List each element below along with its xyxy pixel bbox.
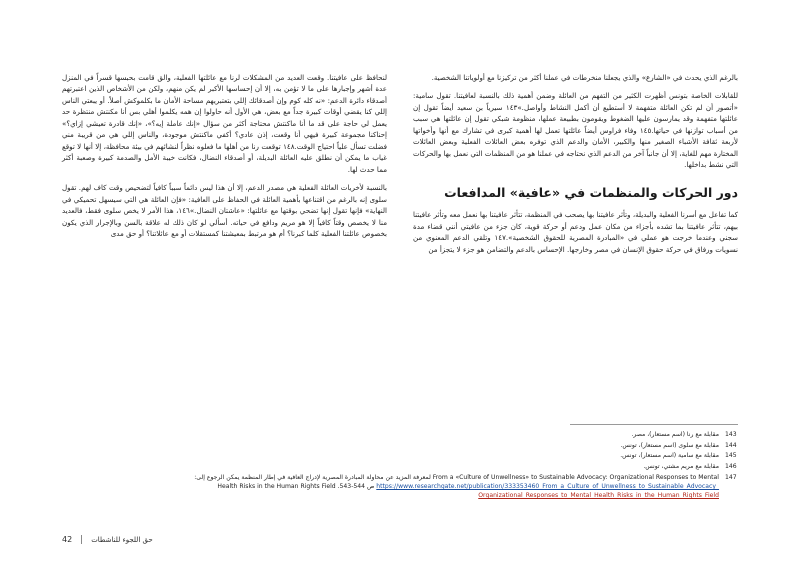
footnote-intro-text: لمعرفة المزيد عن محاولة المبادرة المصرية لإدراج العافية في إطار المنظمة يمكن الرجوع إلى:: [194, 474, 431, 482]
footnote-number: 144: [725, 441, 737, 449]
footnote-text: مقابلة مع سلوى (اسم مستعار)، تونس.: [620, 441, 719, 449]
paragraph: بالنسبة لأخريات العائلة الفعلية هي مصدر الدعم، إلا أن هذا ليس دائماً سبباً كافياً لتضحيص وقت كاف لهم. تقول سلوى إنه بالرغم من اقتناعها بأهمية العائلة في الحفاظ على العافية: «فإن العائلة هي التي سيسهل تحميكي في النهاية» فإنها تقول إنها تضحي بوقتها مع عائلتها: «عاشتان النضال.»١٤٦، هذا الأمر لا يخص سلوى فقط، فالعديد منا لا يخصص وقتاً كافياً إلا هو مريم ودافع في حياته. أسألي لو كان ذلك له علاقة بالسن وبالإجرار الذي يكون بخصوص عائلتنا الفعلية كلما كبرنا؟ أم هو مرتبط بمعيشتنا كمستقلات أو مع عائلاتنا؟ أو حق مدى: [62, 183, 387, 239]
footnote-link-continued[interactable]: Organizational_Responses_to_Mental_Health_Risks_in_the_Human_Rights_Field: [478, 492, 719, 500]
footnote-text: مقابلة مع سامية (اسم مستعار)، تونس.: [620, 452, 719, 460]
footer-document-title: حق اللجوء للناشطات: [91, 535, 153, 544]
footnote-number: 143: [725, 431, 737, 438]
page-footer: [62, 535, 738, 544]
footnote-text: مقابلة مع مريم مشتي، تونس.: [643, 462, 719, 470]
column-left: [62, 72, 387, 247]
page-number: 42: [62, 535, 73, 544]
footnote-item-reference: [62, 473, 738, 500]
footnote-number: 147: [725, 474, 737, 482]
paragraph: بالرغم الذي يحدث في «الشارع» والذي يجعلنا منخرطات في عملنا أكثر من تركيزنا مع أولوياتنا الشخصية.: [431, 73, 738, 82]
footnote-text: مقابلة مع رنا (اسم مستعار)، مصر.: [631, 431, 719, 438]
footnote-citation-title-2: Health Risks in the Human Rights Field: [217, 483, 336, 491]
footnote-separator: [570, 424, 738, 425]
footnote-item: [62, 462, 738, 471]
paragraph: لنحافظ على عافيتنا. وقعت العديد من المشكلات لرنا مع عائلتها الفعلية، والق قامت بحبسها قسراً في المنزل عدة أشهر وإجبارها على ما لا تؤمن به، إلا أن إحساسها الأكبر لم يكن منهم، ولكن من الأشخاص الذين اعتبرتهم أصدقاء دائرة الدعم: «نه كله كوم وإن أصدقائك إللي بتعتبريهم مساحة الأمان ما بكلموكش أصلاً. أو يبعتي الناس إللي كنا يقضي أوقات كبيرة جداً مع بعض، هي الأول أنه حاولوا إن همه يكلموا أهلي بس أنا مكنتش منتظرة حد يعمل لي حاجة على قد ما أنا ماكنتش محتاجة أكثر من سؤال «إنك عاملة إيه؟»، «إنك قادرة تعيشي إزاي؟» إحناكنا مجموعة كبيرة فيهي أنا وقعت، إذن عادي؟ أكفي ماكنتش موجودة، والناس إللي هي من قريبة مني فضلت تسأل علياً احتياج الوقت.١٤٨ توقعت رنا من أهلها ما فعلوه نظراً لنشائهم في بيئة محافظة، إلا أنها لا توقع غياب ما يمكن أن نطلق عليه العائلة البديلة، أو أصدقاء النضال، فكانت خيبة الأمل والصدمة كبيرة وصعبة أكثر مما حدث لها.: [62, 73, 387, 174]
footnote-number: 146: [725, 462, 737, 470]
footnote-citation-title: From a «Culture of Unwellness» to Sustainable Advocacy: Organizational Responses to Mental: [432, 474, 719, 482]
footnote-page-range: ص 544-543.: [337, 483, 375, 491]
paragraph: للقابلات الخاصة بتونس أظهرت الكثير من التفهم من العائلة وضمن أهمية ذلك بالنسبة لعافيتنا. تقول سامية: «أتصور أن لم تكن العائلة متفهمة لا أستطيع أن أكمل النشاط وأواصل.»١٤٣ سيرياً بن سعيد أيضاً تقول إن عائلتها متفهمة وقد يمارسون عليها الضغوط ويقومون بطبيعة عملها، منظومة شبكي تقول إن عائلتها هي سبب من أسباب توازنها في حياتها.١٤٥ وفاء فراوس أيضاً عائلتها تعمل لها أهمية كبرى في تشارك مع أنها وأخواتها لأربعة ثقافة الأشباء الصغير منها والكبير، الأمان والدعم الذي توفره بعض العائلات الفعلية وبعض العائلات المختارة مهم للغاية، إلا أن جانباً آخر من الدعم الذي نحتاجه في عملنا هو من المنظمات التي نعمل بها والحركات التي نشط بداخلها.: [413, 91, 738, 170]
page-body: [62, 72, 738, 262]
footer-divider: [81, 535, 82, 544]
paragraph: كما تفاعل مع أسرنا الفعلية والبديلة، وتأثر عافيتنا بها يصحب في المنظمة، تتأثر عافيتنا بها نعمل معه وتأثر عافيتنا بيهم، تتأثر عافيتنا بما تشده بأجزاء من مكان عمل ودعم أو حركة قوية، كان جزء من عافيتي أنني قضاء مدة سجني وعندما خرجت هو عملي في «المبادرة المصرية للحقوق الشخصية».١٤٧ وتلقي الدعم المعنوي من نسويات ورفاق في حركة حقوق الإنسان في مصر وخارجها. الإحساس بالدعم والتضامن هو جزء لا يتجزأ من: [413, 210, 738, 254]
footnote-link[interactable]: https://www.researchgate.net/publication/333353460_From_a_Culture_of_Unwellness_to_Sustainable_Advocacy_: [376, 483, 719, 491]
column-right: [413, 72, 738, 262]
footnote-item: [62, 441, 738, 450]
footnotes-section: [62, 424, 738, 502]
footnote-item: [62, 430, 738, 439]
section-heading: دور الحركات والمنظمات في «عافية» المدافعات: [444, 184, 738, 200]
footnote-item: [62, 451, 738, 460]
footnote-number: 145: [725, 452, 737, 460]
